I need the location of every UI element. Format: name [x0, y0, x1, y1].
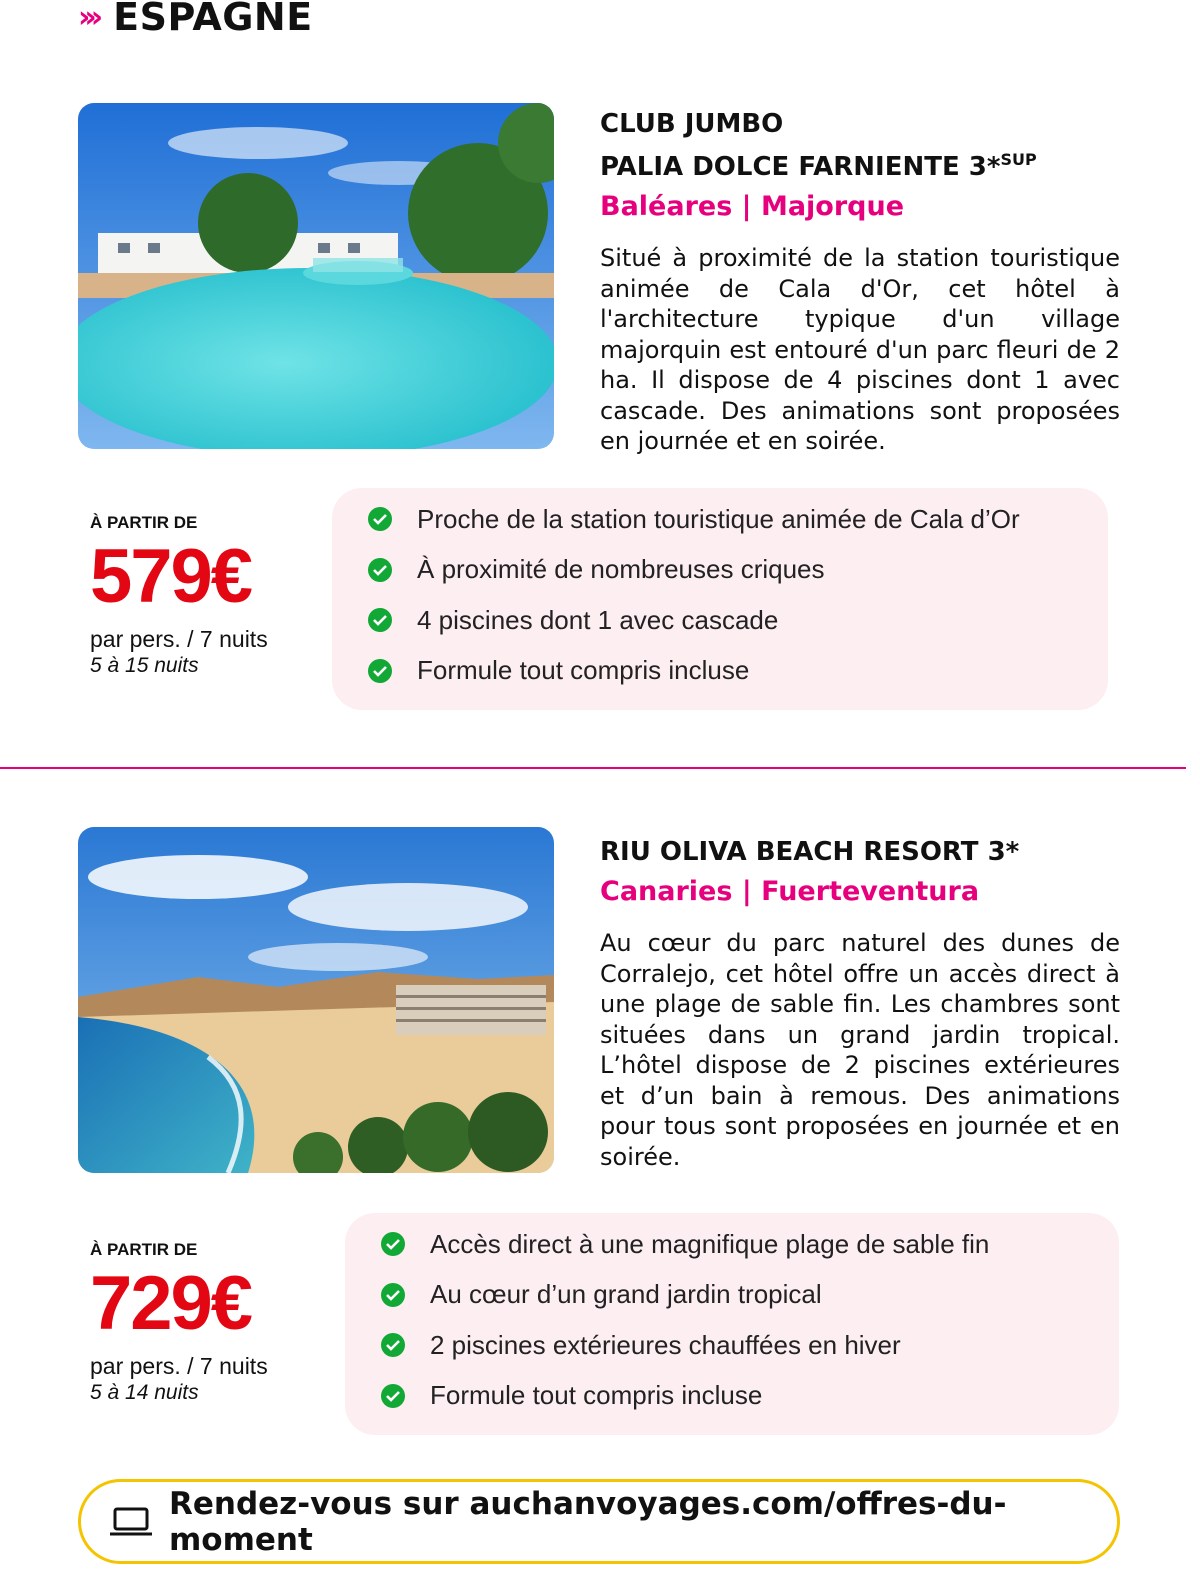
hotel-description: Situé à proximité de la station touristique animée de Cala d'Or, cet hôtel à l'architecture typique d'un village majorquin est entouré d'un parc fleuri de 2 ha. Il dispose de 4 piscines dont 1 avec cascade. Des animations sont proposées en journée et en soirée. [600, 244, 1120, 455]
check-icon [381, 1333, 405, 1357]
features-box [345, 1213, 1119, 1435]
hotel-photo-beach [78, 827, 554, 1173]
price-block [90, 1240, 320, 1406]
hotel-region: Canaries | Fuerteventura [600, 876, 980, 907]
hotel-info [600, 834, 1120, 1172]
feature-item: 4 piscines dont 1 avec cascade [368, 595, 1108, 646]
price-nights: 5 à 14 nuits [90, 1381, 199, 1404]
check-icon [368, 608, 392, 632]
price-value: 579€ [90, 534, 252, 619]
section-title: ESPAGNE [113, 0, 313, 39]
chevrons-icon: › › › [78, 0, 98, 35]
feature-item: Accès direct à une magnifique plage de sable fin [381, 1219, 1119, 1270]
price-from-label: À PARTIR DE [90, 513, 198, 532]
price-block [90, 513, 320, 679]
section-divider [0, 767, 1186, 769]
hotel-description: Au cœur du parc naturel des dunes de Corralejo, cet hôtel offre un accès direct à une plage de sable fin. Les chambres sont situées dans un grand jardin tropical. L’hôtel dispose de 2 piscines extérieures et d’un bain à remous. Des animations pour tous sont proposées en journée et en soirée. [600, 929, 1120, 1171]
feature-item: Au cœur d’un grand jardin tropical [381, 1270, 1119, 1321]
check-icon [368, 558, 392, 582]
laptop-icon [109, 1505, 153, 1539]
feature-item: Formule tout compris incluse [381, 1371, 1119, 1422]
cta-link[interactable] [78, 1479, 1120, 1564]
check-icon [368, 659, 392, 683]
hotel-info [600, 106, 1120, 457]
price-value: 729€ [90, 1261, 252, 1346]
feature-item: Formule tout compris incluse [368, 646, 1108, 697]
feature-item: À proximité de nombreuses criques [368, 545, 1108, 596]
hotel-region: Baléares | Majorque [600, 191, 905, 222]
hotel-name: CLUB JUMBO PALIA DOLCE FARNIENTE 3*$^{SUP}$ [600, 109, 1037, 182]
feature-item: 2 piscines extérieures chauffées en hiver [381, 1320, 1119, 1371]
check-icon [368, 507, 392, 531]
check-icon [381, 1283, 405, 1307]
price-from-label: À PARTIR DE [90, 1240, 198, 1259]
price-nights: 5 à 15 nuits [90, 654, 199, 677]
hotel-name: RIU OLIVA BEACH RESORT 3* [600, 837, 1020, 867]
price-per-person: par pers. / 7 nuits [90, 626, 268, 652]
features-box [332, 488, 1108, 710]
price-per-person: par pers. / 7 nuits [90, 1353, 268, 1379]
hotel-photo-pool [78, 103, 554, 449]
feature-item: Proche de la station touristique animée de Cala d’Or [368, 494, 1108, 545]
section-header [78, 0, 313, 42]
cta-text[interactable]: Rendez-vous sur auchanvoyages.com/offres-du-moment [169, 1485, 1007, 1558]
check-icon [381, 1232, 405, 1256]
check-icon [381, 1384, 405, 1408]
